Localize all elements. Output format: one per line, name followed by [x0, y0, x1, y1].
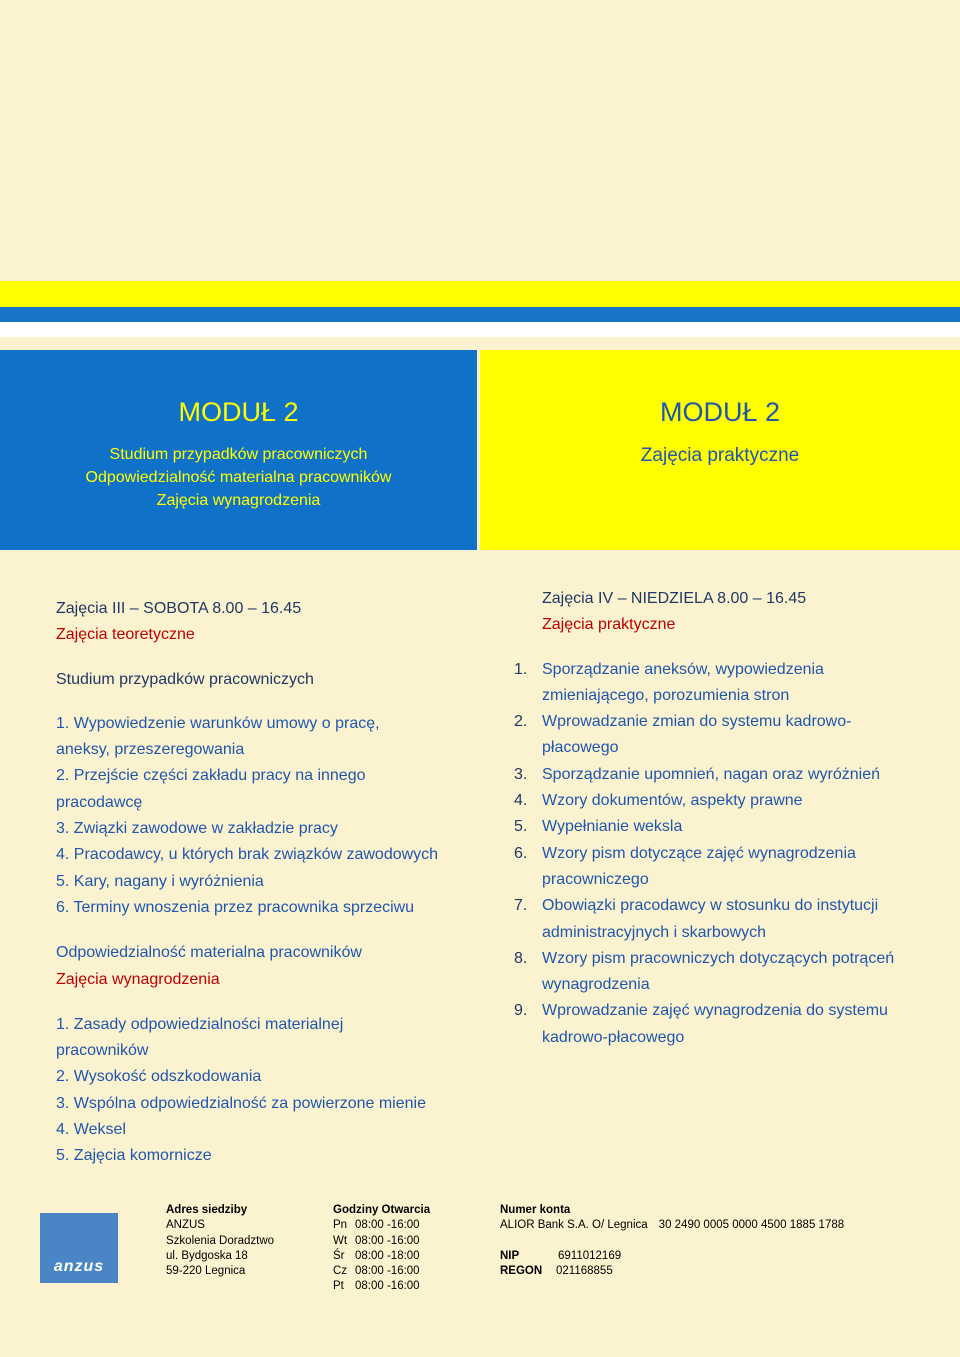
hours-time: 08:00 -16:00	[355, 1234, 420, 1247]
blue-band	[0, 307, 960, 322]
module-line: Odpowiedzialność materialna pracowników	[85, 469, 392, 486]
section-title: Odpowiedzialność materialna pracowników	[56, 944, 362, 962]
list-item: 2. Wysokość odszkodowania	[56, 1068, 262, 1086]
list-number: 4.	[514, 792, 528, 810]
list-number: 2.	[514, 713, 528, 731]
list-text: płacowego	[542, 739, 619, 757]
list-item: 6. Terminy wnoszenia przez pracownika sprzeciwu	[56, 898, 415, 916]
list-item	[514, 683, 934, 709]
anzus-logo: anzus	[40, 1213, 118, 1283]
list-number	[514, 735, 542, 761]
list-item: 3. Wspólna odpowiedzialność za powierzone mienie	[56, 1094, 426, 1112]
list-text: Wzory pism dotyczące zajęć wynagrodzenia	[542, 844, 856, 862]
list-item: 3. Związki zawodowe w zakładzie pracy	[56, 820, 338, 838]
list-text: kadrowo-płacowego	[542, 1028, 685, 1046]
list-number: 3.	[514, 765, 528, 783]
section-subtitle: Zajęcia wynagrodzenia	[56, 970, 220, 988]
list-text: Wprowadzanie zmian do systemu kadrowo-	[542, 713, 852, 731]
hours-row	[333, 1234, 430, 1249]
module-line: Studium przypadków pracowniczych	[109, 446, 368, 463]
list-number: 7.	[514, 897, 528, 915]
list-text: Sporządzanie aneksów, wypowiedzenia	[542, 660, 824, 678]
hours-time: 08:00 -18:00	[355, 1249, 420, 1262]
address-line: Szkolenia Doradztwo	[166, 1234, 275, 1247]
list-number	[514, 1025, 542, 1051]
day-heading-right: Zajęcia IV – NIEDZIELA 8.00 – 16.45	[542, 590, 807, 607]
address-title: Adres siedziby	[166, 1204, 248, 1216]
list-text: Wzory pism pracowniczych dotyczących potrąceń	[542, 949, 895, 967]
regon-row	[500, 1264, 844, 1279]
section-title: Studium przypadków pracowniczych	[56, 670, 314, 688]
list-item	[514, 709, 934, 735]
hours-day: Cz	[333, 1265, 348, 1278]
module-subtitle-right: Zajęcia praktyczne	[640, 445, 800, 466]
list-number	[514, 972, 542, 998]
list-item: aneksy, przeszeregowania	[56, 741, 245, 759]
list-item: pracowników	[56, 1042, 149, 1060]
list-item: 5. Kary, nagany i wyróżnienia	[56, 872, 264, 890]
white-band	[0, 322, 960, 337]
account-row	[500, 1218, 844, 1233]
account-title: Numer konta	[500, 1204, 571, 1216]
list-number: 8.	[514, 949, 528, 967]
list-item	[514, 788, 934, 814]
hours-row	[333, 1218, 430, 1233]
list-number	[514, 867, 542, 893]
hours-row	[333, 1279, 430, 1294]
address-line: ANZUS	[166, 1219, 205, 1232]
regon-label: REGON	[500, 1265, 543, 1278]
yellow-band	[0, 281, 960, 307]
list-item	[514, 1025, 934, 1051]
list-item: 1. Wypowiedzenie warunków umowy o pracę,	[56, 714, 380, 732]
list-item	[514, 735, 934, 761]
list-text: wynagrodzenia	[542, 976, 650, 994]
hours-time: 08:00 -16:00	[355, 1219, 420, 1232]
footer-address	[166, 1203, 274, 1279]
bank-name: ALIOR Bank S.A. O/ Legnica	[500, 1219, 648, 1232]
list-number	[514, 920, 542, 946]
list-text: administracyjnych i skarbowych	[542, 923, 767, 941]
list-item	[514, 657, 934, 683]
practical-list	[514, 657, 934, 1051]
list-number: 6.	[514, 844, 528, 862]
nip-label: NIP	[500, 1249, 520, 1262]
list-item: 5. Zajęcia komornicze	[56, 1147, 212, 1165]
list-item	[514, 841, 934, 867]
list-text: Wprowadzanie zajęć wynagrodzenia do systemu	[542, 1002, 888, 1020]
hours-row	[333, 1249, 430, 1264]
list-item: 1. Zasady odpowiedzialności materialnej	[56, 1015, 344, 1033]
list-item: 4. Pracodawcy, u których brak związków zawodowych	[56, 846, 439, 864]
list-text: Sporządzanie upomnień, nagan oraz wyróżnień	[542, 765, 880, 783]
day-heading-left: Zajęcia III – SOBOTA 8.00 – 16.45	[56, 600, 302, 617]
list-item	[514, 920, 934, 946]
class-type-right: Zajęcia praktyczne	[542, 616, 676, 634]
module-title-left: MODUŁ 2	[178, 397, 299, 427]
list-item: 2. Przejście części zakładu pracy na innego	[56, 767, 366, 785]
list-item	[514, 814, 934, 840]
list-number: 1.	[514, 660, 528, 678]
hours-day: Pn	[333, 1219, 348, 1232]
list-item	[514, 867, 934, 893]
list-item: 4. Weksel	[56, 1121, 126, 1139]
hours-row	[333, 1264, 430, 1279]
hours-time: 08:00 -16:00	[355, 1280, 420, 1293]
module-banner-right	[480, 350, 960, 550]
list-text: Wypełnianie weksla	[542, 818, 683, 836]
hours-day: Pt	[333, 1280, 344, 1293]
address-line: ul. Bydgoska 18	[166, 1249, 248, 1262]
hours-day: Śr	[333, 1249, 345, 1262]
list-item	[514, 946, 934, 972]
list-text: Obowiązki pracodawcy w stosunku do instytucji	[542, 897, 879, 915]
hours-title: Godziny Otwarcia	[333, 1204, 431, 1216]
left-column	[56, 596, 476, 1170]
nip-value: 6911012169	[558, 1249, 622, 1262]
module-line: Zajęcia wynagrodzenia	[156, 492, 321, 509]
module-title-right: MODUŁ 2	[659, 397, 781, 427]
account-number: 30 2490 0005 0000 4500 1885 1788	[658, 1219, 845, 1232]
list-text: zmieniającego, porozumienia stron	[542, 686, 790, 704]
list-number: 5.	[514, 818, 528, 836]
list-item	[514, 998, 934, 1024]
regon-value: 021168855	[556, 1265, 613, 1278]
class-type-left: Zajęcia teoretyczne	[56, 626, 195, 644]
address-line: 59-220 Legnica	[166, 1265, 246, 1278]
right-column	[514, 586, 934, 1051]
nip-row	[500, 1249, 844, 1264]
footer-account	[500, 1203, 844, 1279]
list-text: pracowniczego	[542, 870, 649, 888]
footer-hours	[333, 1203, 430, 1295]
list-number: 9.	[514, 1002, 528, 1020]
list-item: pracodawcę	[56, 793, 143, 811]
hours-day: Wt	[333, 1234, 348, 1247]
list-item	[514, 893, 934, 919]
list-item	[514, 972, 934, 998]
hours-time: 08:00 -16:00	[355, 1265, 420, 1278]
list-text: Wzory dokumentów, aspekty prawne	[542, 792, 803, 810]
list-number	[514, 683, 542, 709]
list-item	[514, 762, 934, 788]
module-banner-left	[0, 350, 477, 550]
module-subtitles-left	[0, 443, 477, 512]
